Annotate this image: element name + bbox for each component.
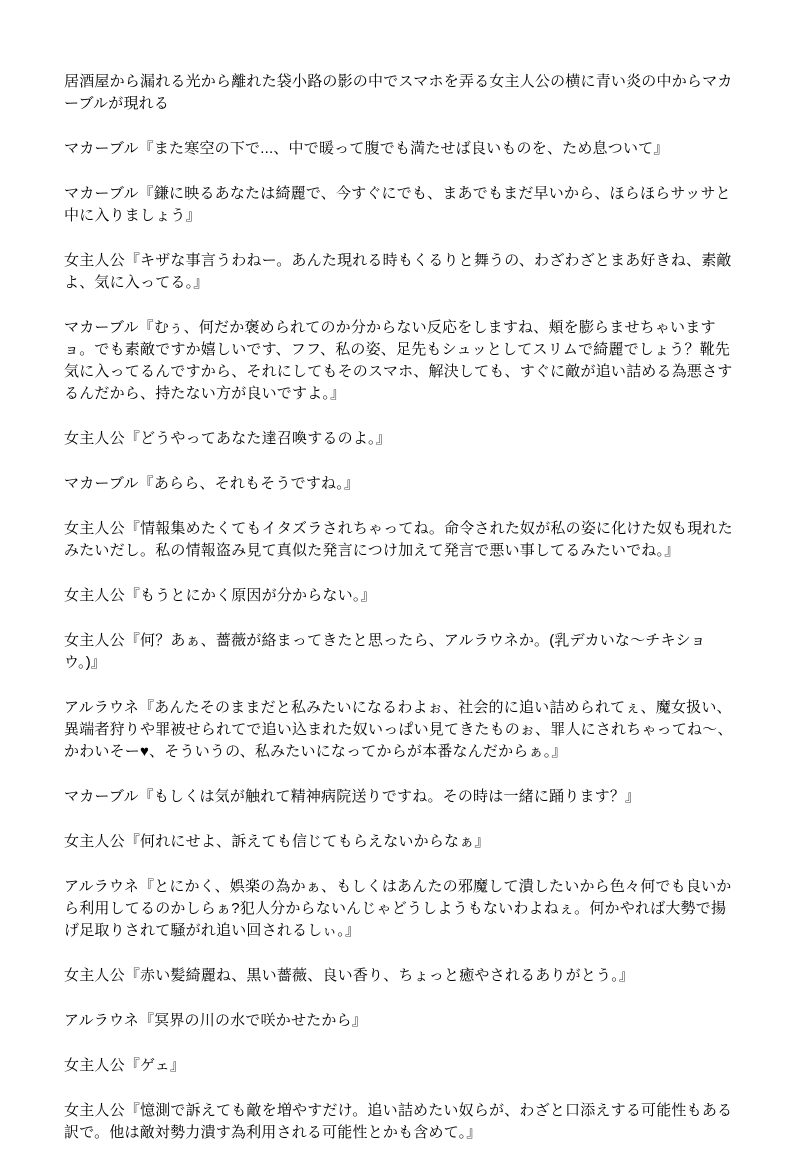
speaker-name: マカーブル: [64, 788, 139, 805]
paragraph-text: 『また寒空の下で...、中で暖って腹でも満たせば良いものを、ため息ついて』: [138, 140, 669, 157]
dialogue-paragraph: [64, 786, 736, 808]
speaker-name: 女主人公: [64, 833, 125, 850]
narration-paragraph: [64, 71, 736, 115]
paragraph-text: 『何？あぁ、薔薇が絡まってきたと思ったら、アルラウネか。(乳デカいな～チキショウ。)』: [64, 632, 706, 671]
speaker-name: アルラウネ: [64, 1012, 139, 1029]
speaker-name: 女主人公: [64, 430, 125, 447]
speaker-name: アルラウネ: [64, 699, 139, 716]
paragraph-text: 『もしくは気が触れて精神病院送りですね。その時は一緒に踊ります？』: [138, 788, 641, 805]
dialogue-paragraph: [64, 473, 736, 495]
dialogue-paragraph: [64, 630, 736, 674]
speaker-name: マカーブル: [64, 185, 139, 202]
dialogue-paragraph: [64, 1010, 736, 1032]
speaker-name: 女主人公: [64, 967, 125, 984]
paragraph-text: 『ゲェ』: [124, 1057, 186, 1074]
paragraph-text: 『どうやってあなた達召喚するのよ。』: [124, 430, 391, 447]
paragraph-text: 『キザな事言うわねー。あんた現れる時もくるりと舞うの、わざわざとまあ好きね、素敵よ、気に入ってる。』: [64, 252, 732, 291]
dialogue-paragraph: [64, 697, 736, 763]
paragraph-text: 『あんたそのままだと私みたいになるわよぉ、社会的に追い詰められてぇ、魔女扱い、異端者狩りや罪被せられてで追い込まれた奴いっぱい見てきたものぉ、罪人にされちゃってね～、かわいそー♥、そういうの、私みたいになってからが本番なんだからぁ。』: [64, 699, 733, 760]
paragraph-text: 『何れにせよ、訴えても信じてもらえないからなぁ』: [124, 833, 490, 850]
dialogue-paragraph: [64, 876, 736, 942]
paragraph-text: 『むぅ、何だか褒められてのか分からない反応をしますね、頬を膨らませちゃいますョ。でも素敵ですか嬉しいです、フフ、私の姿、足先もシュッとしてスリムで綺麗でしょう？靴先気に入ってるんですから、それにしてもそのスマホ、解決しても、すぐに敵が追い詰める為悪さするんだから、持たない方が良いですよ。』: [64, 319, 733, 402]
dialogue-paragraph: [64, 831, 736, 853]
paragraph-text: 居酒屋から漏れる光から離れた袋小路の影の中でスマホを弄る女主人公の横に青い炎の中からマカーブルが現れる: [64, 73, 733, 112]
paragraph-text: 『赤い髪綺麗ね、黒い薔薇、良い香り、ちょっと癒やされるありがとう。』: [124, 967, 635, 984]
speaker-name: 女主人公: [64, 520, 125, 537]
dialogue-paragraph: [64, 1055, 736, 1077]
dialogue-paragraph: [64, 1100, 736, 1144]
paragraph-text: 『憶測で訴えても敵を増やすだけ。追い詰めたい奴らが、わざと口添えする可能性もある訳で。他は敵対勢力潰す為利用される可能性とかも含めて。』: [64, 1102, 733, 1141]
speaker-name: 女主人公: [64, 632, 125, 649]
dialogue-paragraph: [64, 518, 736, 562]
speaker-name: 女主人公: [64, 587, 125, 604]
paragraph-text: 『あらら、それもそうですね。』: [138, 475, 360, 492]
speaker-name: アルラウネ: [64, 878, 139, 895]
paragraph-text: 『とにかく、娯楽の為かぁ、もしくはあんたの邪魔して潰したいから色々何でも良いから利用してるのかしらぁ?犯人分からないんじゃどうしようもないわよねぇ。何かやれば大勢で揚げ足取りされて騒がれ追い回されるしぃ。』: [64, 878, 732, 939]
dialogue-paragraph: [64, 965, 736, 987]
paragraph-text: 『もうとにかく原因が分からない。』: [124, 587, 376, 604]
dialogue-paragraph: [64, 250, 736, 294]
dialogue-paragraph: [64, 428, 736, 450]
paragraph-text: 『情報集めたくてもイタズラされちゃってね。命令された奴が私の姿に化けた奴も現れたみたいだし。私の情報盗み見て真似た発言につけ加えて発言で悪い事してるみたいでね。』: [64, 520, 733, 559]
speaker-name: マカーブル: [64, 475, 139, 492]
speaker-name: 女主人公: [64, 1057, 125, 1074]
speaker-name: マカーブル: [64, 319, 139, 336]
dialogue-paragraph: [64, 138, 736, 160]
paragraph-text: 『冥界の川の水で咲かせたから』: [138, 1012, 367, 1029]
paragraph-text: 『鎌に映るあなたは綺麗で、今すぐにでも、まあでもまだ早いから、ほらほらサッサと中に入りましょう』: [64, 185, 731, 224]
speaker-name: 女主人公: [64, 1102, 125, 1119]
dialogue-paragraph: [64, 585, 736, 607]
dialogue-paragraph: [64, 183, 736, 227]
dialogue-paragraph: [64, 317, 736, 405]
speaker-name: マカーブル: [64, 140, 139, 157]
speaker-name: 女主人公: [64, 252, 125, 269]
